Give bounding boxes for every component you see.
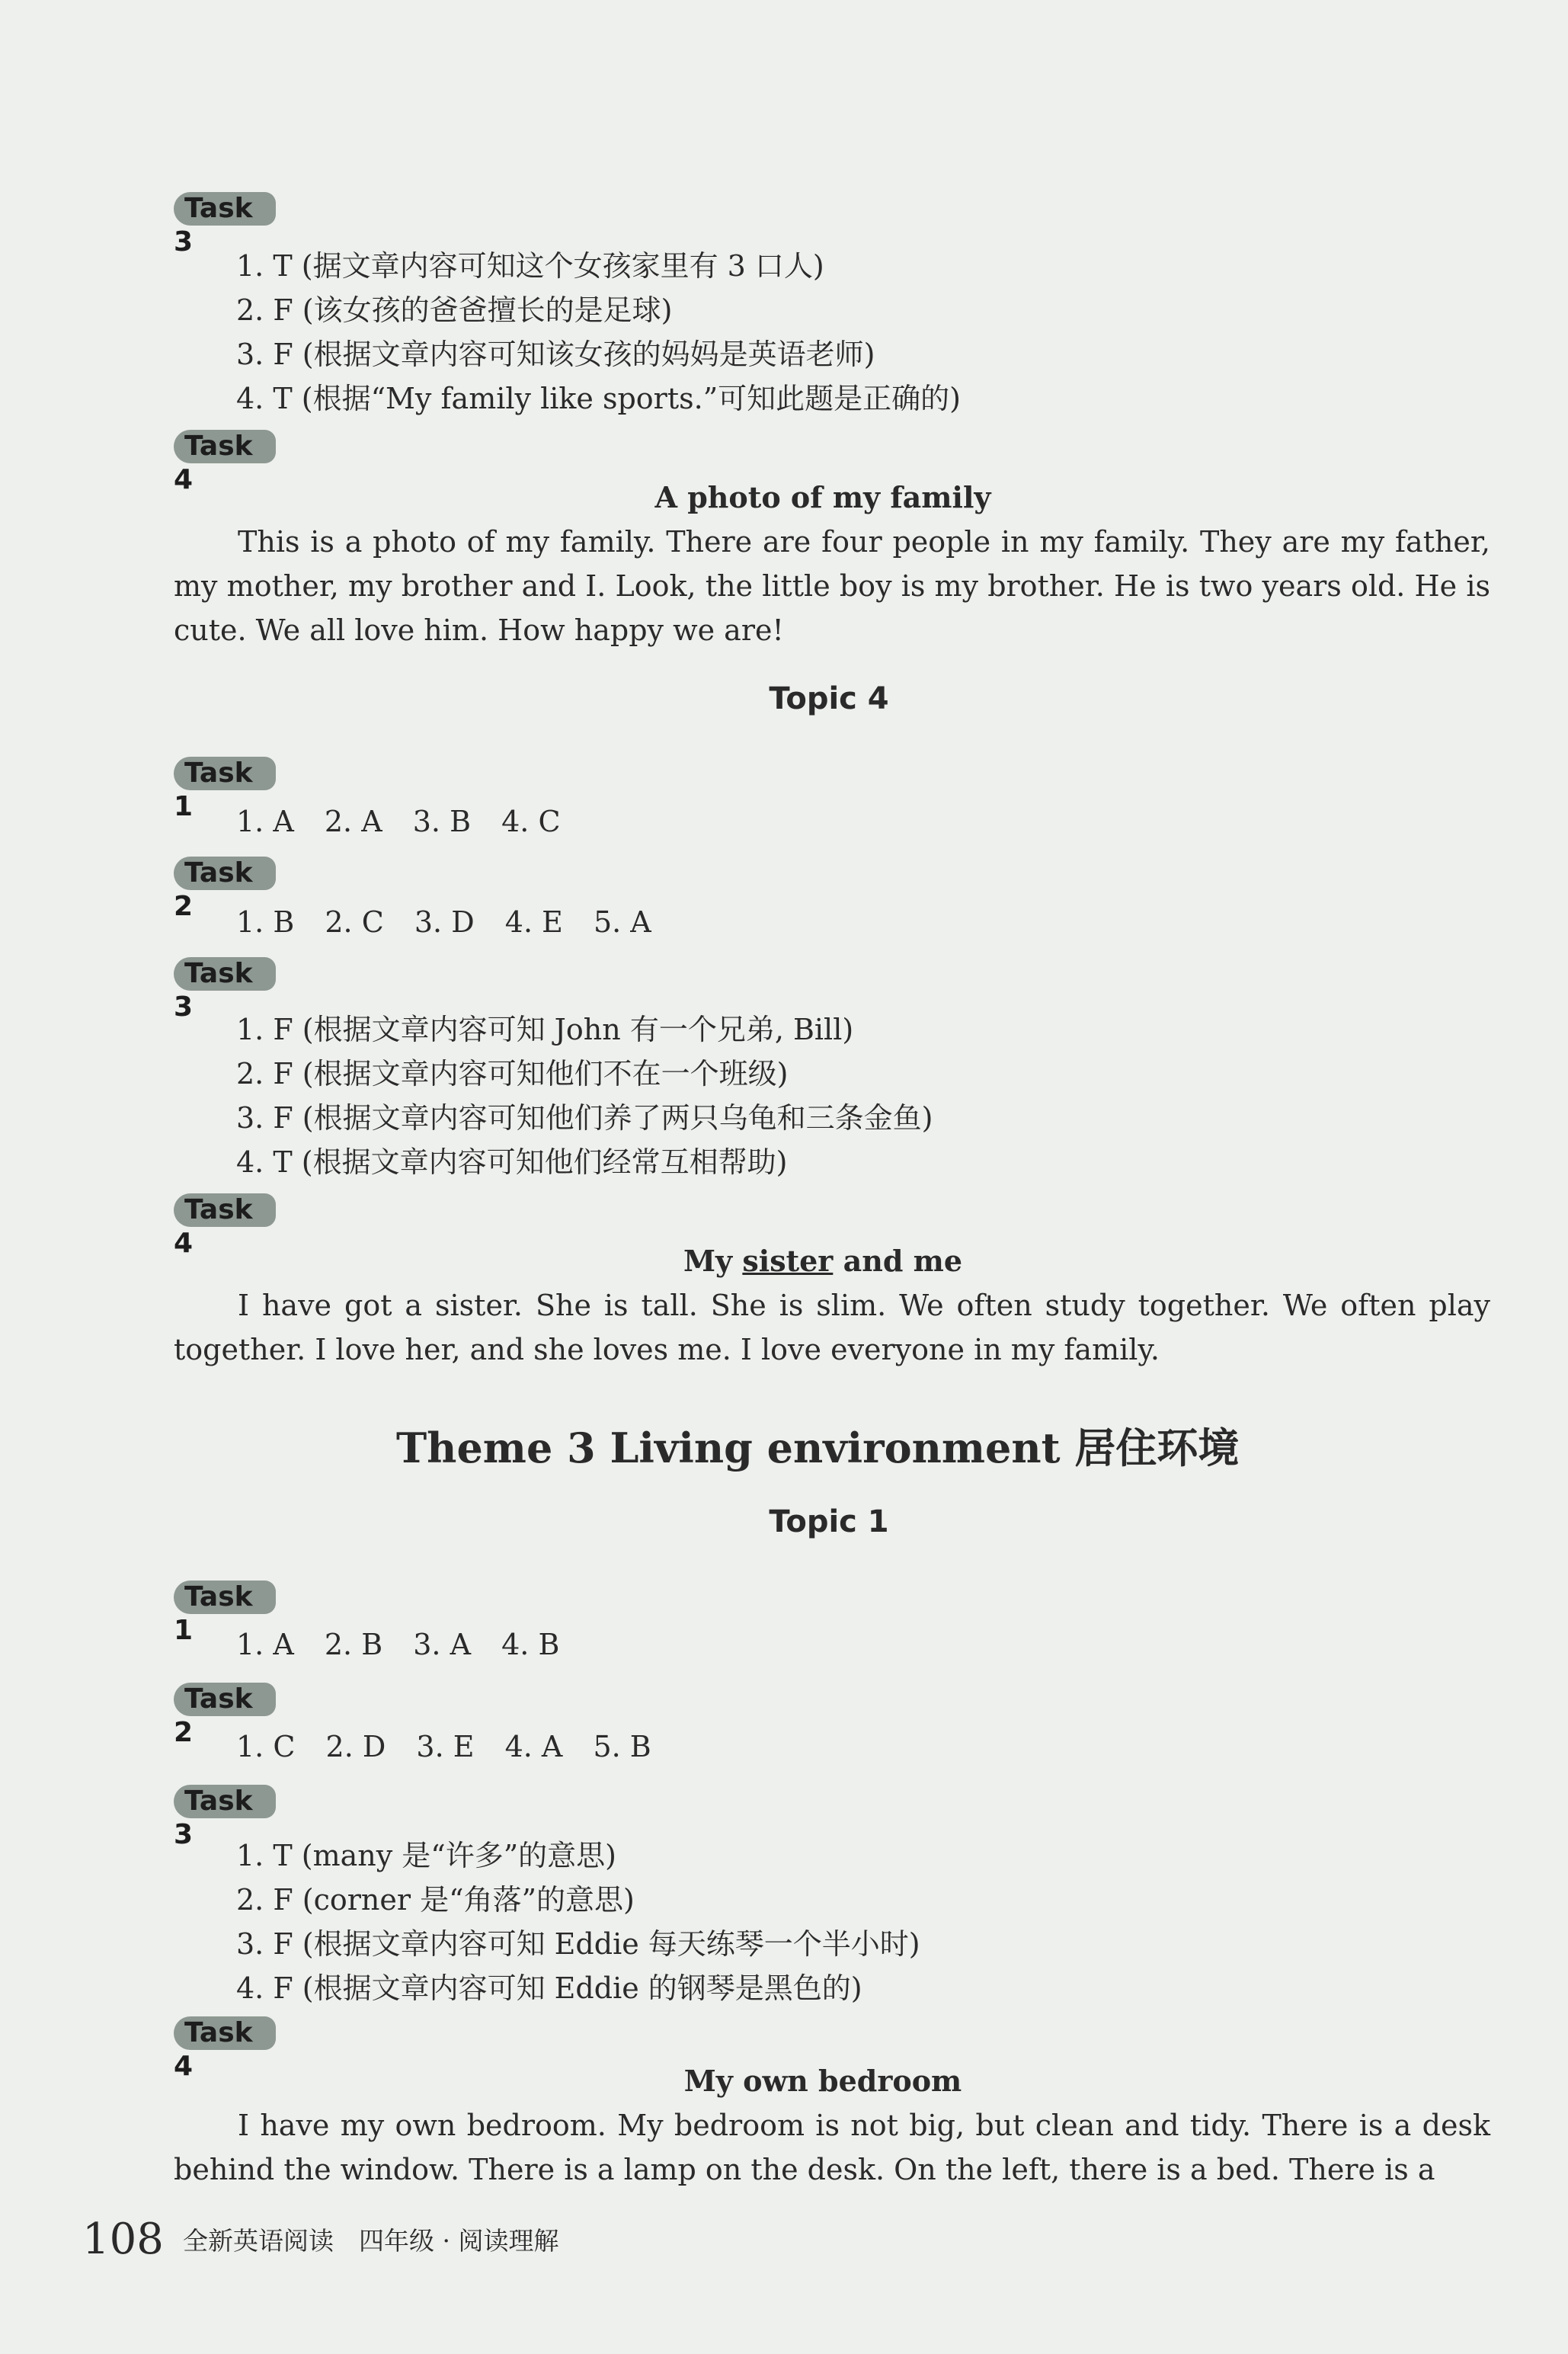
task-4-badge: Task 4 [174,430,276,463]
task-1-badge: Task 1 [174,757,276,790]
task-3-badge: Task 3 [174,192,276,226]
task-2-badge: Task 2 [174,857,276,890]
task-3-item-1: 1. T (据文章内容可知这个女孩家里有 3 口人) [236,249,824,283]
book-info: 全新英语阅读 四年级 · 阅读理解 [182,2226,559,2256]
task-3-item-4: 4. T (根据“My family like sports.”可知此题是正确的) [236,382,961,415]
topic-4-heading: Topic 4 [769,681,889,716]
task-4-badge: Task 4 [174,2016,276,2050]
task-3-item-1: 1. F (根据文章内容可知 John 有一个兄弟, Bill) [236,1013,854,1046]
answer: 2. D [325,1730,386,1763]
task-4-badge: Task 4 [174,1193,276,1227]
passage-text: This is a photo of my family. There are four people in my family. They are my father, my mother, my brother and I. Look, the little boy is my brother. He is two years old. He is cute. We all love him. How happy we are! [174,525,1490,647]
answer: 3. E [416,1730,475,1763]
topic-1-heading: Topic 1 [769,1504,889,1539]
task-3-item-3: 3. F (根据文章内容可知该女孩的妈妈是英语老师) [236,338,875,371]
task-3-item-2: 2. F (根据文章内容可知他们不在一个班级) [236,1057,789,1091]
task-3-item-3: 3. F (根据文章内容可知 Eddie 每天练琴一个半小时) [236,1927,920,1961]
answer: 5. A [593,905,651,939]
task-3-badge: Task 3 [174,957,276,991]
answer: 1. B [236,905,295,939]
answer: 1. A [236,1628,294,1661]
theme-heading: Theme 3 Living environment 居住环境 [396,1424,1240,1472]
task-2-badge: Task 2 [174,1683,276,1716]
answer: 2. C [325,905,384,939]
answer: 2. A [324,805,382,838]
task-3-badge: Task 3 [174,1785,276,1818]
task-2-answers [236,1730,673,1763]
task-3-item-2: 2. F (该女孩的爸爸擅长的是足球) [236,293,673,327]
task-1-badge: Task 1 [174,1581,276,1614]
passage-text: I have got a sister. She is tall. She is slim. We often study together. We often play together. I love her, and she loves me. I love everyone in my family. [174,1289,1490,1366]
passage-title: A photo of my family [654,480,991,514]
task-3-item-1: 1. T (many 是“许多”的意思) [236,1839,616,1872]
task-3-item-2: 2. F (corner 是“角落”的意思) [236,1883,635,1917]
task-1-answers [236,1628,581,1661]
task-3-item-4: 4. T (根据文章内容可知他们经常互相帮助) [236,1145,788,1179]
task-1-answers [236,805,582,838]
passage-title [457,1244,1189,1278]
answer: 4. C [501,805,561,838]
task-2-answers [236,905,673,939]
answer: 2. B [324,1628,383,1661]
answer: 4. B [501,1628,560,1661]
passage-title: My own bedroom [683,2064,962,2098]
passage-title-part: sister [742,1244,834,1278]
answer: 3. D [414,905,475,939]
task-3-item-4: 4. F (根据文章内容可知 Eddie 的钢琴是黑色的) [236,1971,862,2005]
answer: 4. E [504,905,563,939]
answer: 5. B [593,1730,651,1763]
answer: 3. B [412,805,472,838]
passage-title-part: My [683,1244,743,1278]
answer: 4. A [504,1730,563,1763]
page-footer [82,2215,558,2264]
page-number: 108 [82,2215,164,2264]
task-3-item-3: 3. F (根据文章内容可知他们养了两只乌龟和三条金鱼) [236,1101,933,1135]
answer: 1. C [236,1730,296,1763]
answer: 3. A [413,1628,472,1661]
passage-text: I have my own bedroom. My bedroom is not big, but clean and tidy. There is a desk behind the window. There is a lamp on the desk. On the left, there is a bed. There is a [174,2109,1490,2186]
answer: 1. A [236,805,294,838]
passage-title-part: and me [833,1244,963,1278]
